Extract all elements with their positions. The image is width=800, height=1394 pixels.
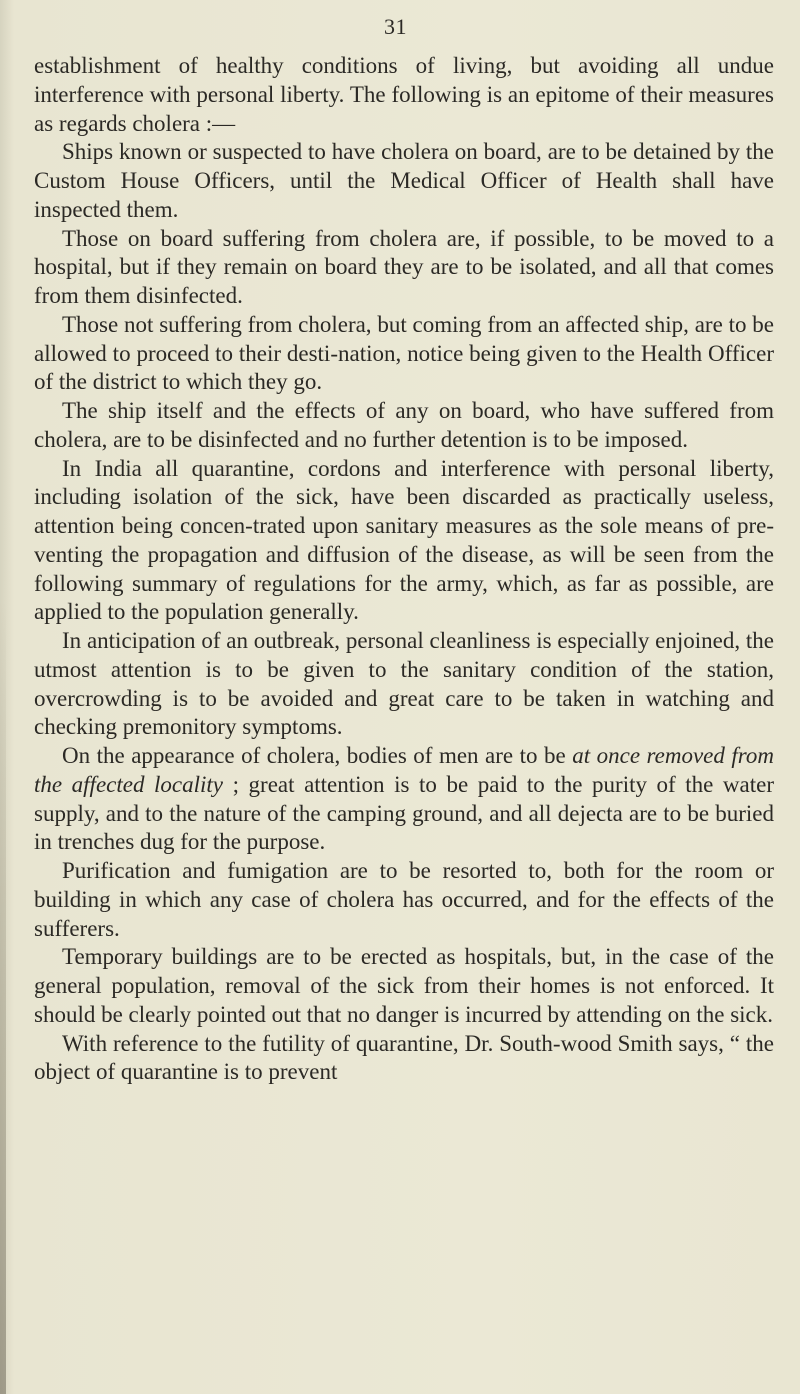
paragraph-5: The ship itself and the effects of any on board, who have suffered from cholera, are to be disinfected and no further detention is to be imposed. xyxy=(34,398,774,452)
paragraph-8-italic: at once removed from the affected locality xyxy=(34,743,774,797)
paragraph-8-after: ; great attention is to be paid to the purity of the water supply, and to the nature of the camping ground, and all dejecta are to be buried in trenches dug for the purpose. xyxy=(34,771,775,855)
paragraph-6: In India all quarantine, cordons and interference with personal liberty, including isolation of the sick, have been discarded as practically useless, attention being concen-trated upon sanitary measures as the sole means of pre-venting the propagation and diffusion of the disease, as will be seen from the following summary of regulations for the army, which, as far as possible, are applied to the population generally. xyxy=(34,455,774,625)
paragraph-10: Temporary buildings are to be erected as hospitals, but, in the case of the general population, removal of the sick from their homes is not enforced. It should be clearly pointed out that no danger is incurred by attending on the sick. xyxy=(34,944,774,1027)
page-number: 31 xyxy=(384,14,407,39)
paragraph-8 xyxy=(34,742,774,857)
paragraph-7: In anticipation of an outbreak, personal cleanliness is especially enjoined, the utmost attention is to be given to the sanitary condition of the station, overcrowding is to be avoided and great care to be taken in watching and checking premonitory symptoms. xyxy=(34,628,774,740)
body-text xyxy=(34,52,774,1087)
paragraph-2: Ships known or suspected to have cholera on board, are to be detained by the Custom House Officers, until the Medical Officer of Health shall have inspected them. xyxy=(34,139,774,222)
paragraph-1: establishment of healthy conditions of living, but avoiding all undue interference with personal liberty. The following is an epitome of their measures as regards cholera :— xyxy=(34,53,774,136)
paragraph-8-before: On the appearance of cholera, bodies of men are to be xyxy=(62,743,573,768)
paragraph-11: With reference to the futility of quarantine, Dr. South-wood Smith says, “ the object of quarantine is to prevent xyxy=(34,1030,774,1085)
paragraph-3: Those on board suffering from cholera are, if possible, to be moved to a hospital, but if they remain on board they are to be isolated, and all that comes from them disinfected. xyxy=(34,225,774,308)
binding-shadow xyxy=(0,600,6,1394)
paragraph-4: Those not suffering from cholera, but coming from an affected ship, are to be allowed to proceed to their desti-nation, notice being given to the Health Officer of the district to which they go. xyxy=(34,311,774,395)
paragraph-9: Purification and fumigation are to be resorted to, both for the room or building in which any case of cholera has occurred, and for the effects of the sufferers. xyxy=(34,858,774,941)
